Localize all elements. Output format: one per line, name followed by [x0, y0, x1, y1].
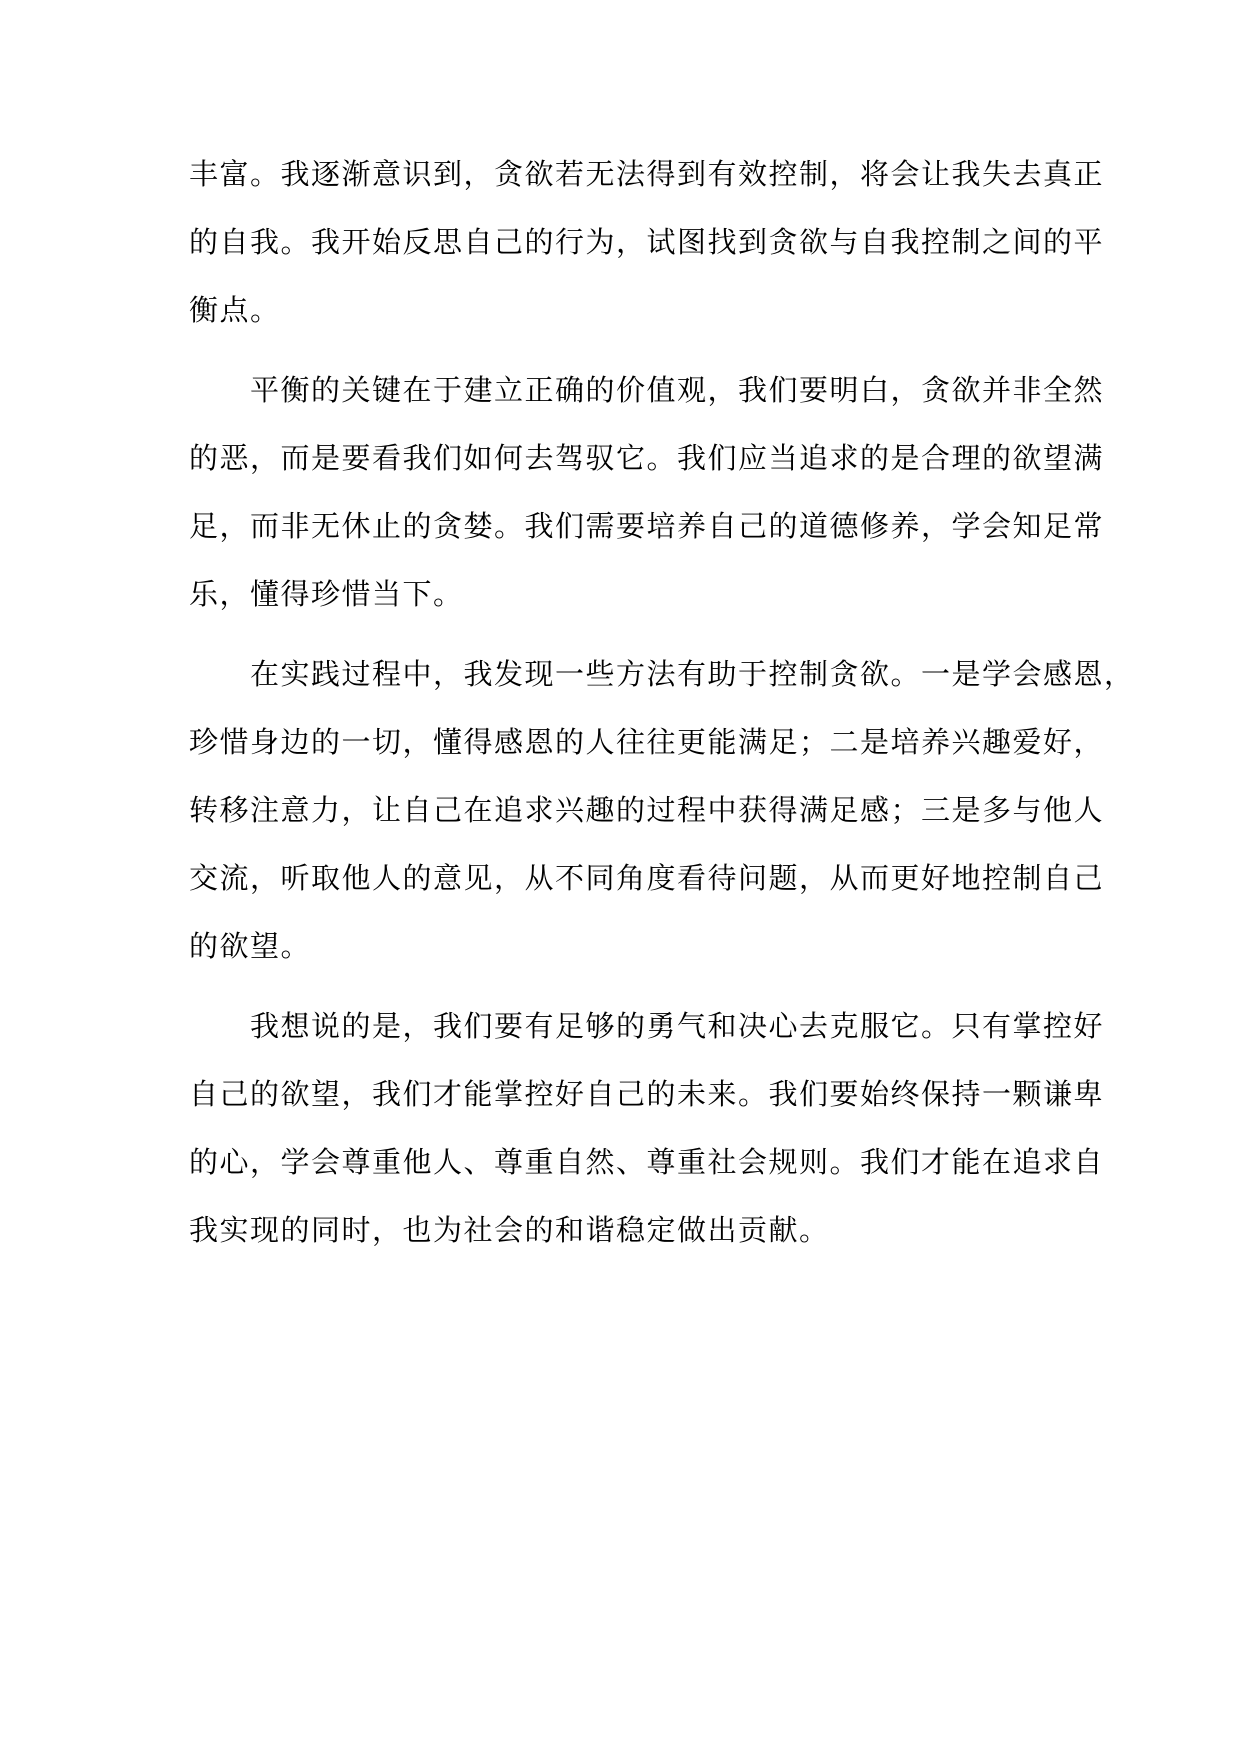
document-body	[189, 140, 1135, 1264]
paragraph-2	[189, 356, 1105, 628]
text-line: 转移注意力，让自己在追求兴趣的过程中获得满足感；三是多与他人	[189, 793, 1105, 827]
text-line: 平衡的关键在于建立正确的价值观，我们要明白，贪欲并非全然	[189, 373, 1105, 407]
text-line: 的欲望。	[189, 929, 312, 963]
paragraph-1	[189, 140, 1105, 344]
text-line: 交流，听取他人的意见，从不同角度看待问题，从而更好地控制自己	[189, 861, 1105, 895]
paragraph-3	[189, 640, 1135, 980]
text-line: 的自我。我开始反思自己的行为，试图找到贪欲与自我控制之间的平	[189, 225, 1105, 259]
text-line: 的心，学会尊重他人、尊重自然、尊重社会规则。我们才能在追求自	[189, 1145, 1105, 1179]
text-line: 在实践过程中，我发现一些方法有助于控制贪欲。一是学会感恩，	[189, 657, 1135, 691]
text-line: 丰富。我逐渐意识到，贪欲若无法得到有效控制，将会让我失去真正	[189, 157, 1105, 191]
text-line: 珍惜身边的一切，懂得感恩的人往往更能满足；二是培养兴趣爱好，	[189, 725, 1105, 759]
text-line: 我实现的同时，也为社会的和谐稳定做出贡献。	[189, 1213, 830, 1247]
paragraph-4	[189, 992, 1105, 1264]
text-line: 的恶，而是要看我们如何去驾驭它。我们应当追求的是合理的欲望满	[189, 441, 1105, 475]
text-line: 乐，懂得珍惜当下。	[189, 577, 464, 611]
text-line: 衡点。	[189, 293, 281, 327]
paragraph-spacer	[189, 628, 1049, 640]
text-line: 自己的欲望，我们才能掌控好自己的未来。我们要始终保持一颗谦卑	[189, 1077, 1105, 1111]
paragraph-spacer	[189, 344, 1049, 356]
text-line: 足，而非无休止的贪婪。我们需要培养自己的道德修养，学会知足常	[189, 509, 1105, 543]
text-line: 我想说的是，我们要有足够的勇气和决心去克服它。只有掌控好	[189, 1009, 1105, 1043]
paragraph-spacer	[189, 980, 1049, 992]
